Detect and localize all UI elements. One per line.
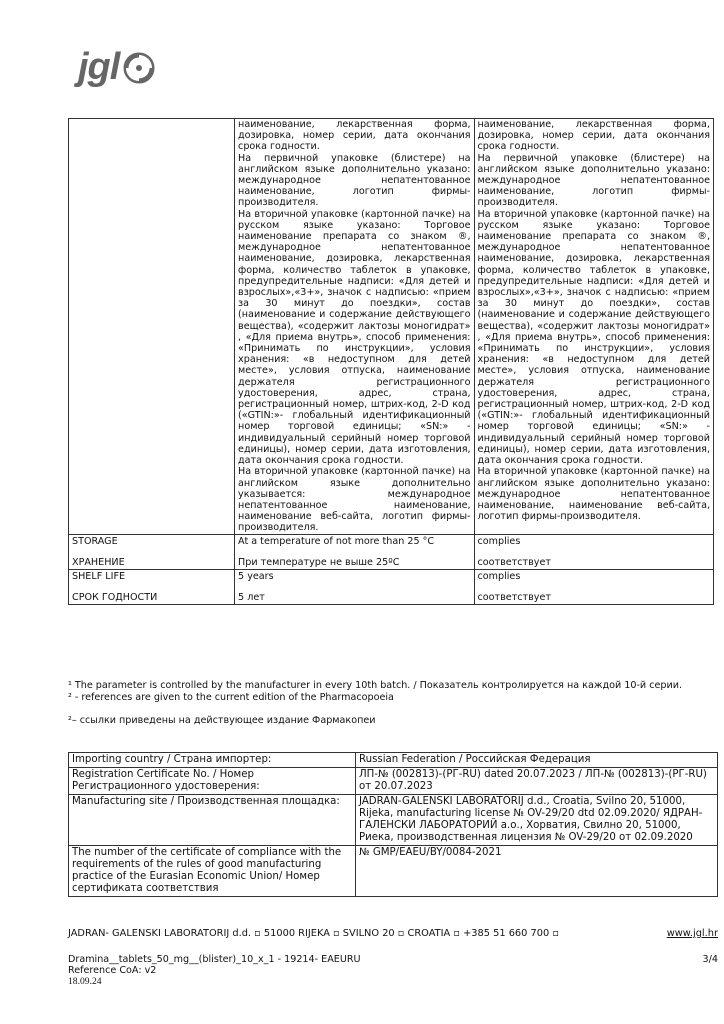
footnote-3: ²– ссылки приведены на действующее издание Фармакопеи [68,715,376,726]
company-address: JADRAN- GALENSKI LABORATORIJ d.d. ▫ 51000 RIJEKA ▫ SVILNO 20 ▫ CROATIA ▫ +385 51 660 700 ▫ [68,928,559,939]
document-name: Dramina__tablets_50_mg__(blister)_10_x_1 - 19214- EAEURU [68,954,361,965]
import-value: Russian Federation / Российская Федерация [356,753,718,768]
storage-spec-en: At a temperature of not more than 25 °C [238,535,435,547]
storage-spec-cell [235,534,474,569]
shelf-life-spec-ru: 5 лет [238,592,265,604]
footnote-2: ² - references are given to the current edition of the Pharmacopoeia [68,691,394,703]
reference-coa: Reference CoA: v2 [68,965,157,976]
import-value: ЛП-№ (002813)-(РГ-RU) dated 20.07.2023 / ЛП-№ (002813)-(РГ-RU) от 20.07.2023 [356,768,718,795]
shelf-life-label-ru: СРОК ГОДНОСТИ [72,592,158,604]
import-label: The number of the certificate of compliance with the requirements of the rules of good manufacturing practice of the Eurasian Economic Union/ Номер сертификата соответствия [69,846,356,897]
shelf-life-label-cell [69,569,235,604]
storage-label-cell [69,534,235,569]
import-info-table [68,752,718,897]
import-label: Importing country / Страна импортер: [69,753,356,768]
result-paragraph: На вторичной упаковке (картонной пачке) на русском языке указано: Торговое наименование препарата со знаком ®, международное непатентованное наименование, дозировка, лекарственная форма, количество таблеток в упаковке, предупредительные надписи: «Для детей и взрослых»,«3+», значок с надписью: «прием за 30 минут до поездки», состав (наименование и содержание действующего вещества), «содержит лактозы моногидрат» , «Для приема внутрь», способ применения: «Принимать по инструкции», условия хранения: «в недоступном для детей месте», условия отпуска, наименование держателя регистрационного удостоверения, адрес, страна, регистрационный номер, штрих-код, 2-D код («GTIN:»- глобальный идентификационный номер торговой единицы; «SN:» - индивидуальный серийный номер торговой единицы), номер серии, дата изготовления, дата окончания срока годности. [477,208,710,467]
result-paragraph: На вторичной упаковке (картонной пачке) на английском языке дополнительно указано: международное непатентованное наименование, наименование веб-сайта, логотип фирмы-производителя. [477,466,710,523]
specification-table [68,118,714,605]
result-paragraph: На первичной упаковке (блистере) на английском языке дополнительно указано: международное непатентованное наименование, логотип фирмы-производителя. [477,152,710,209]
table-row [69,846,718,897]
labelling-result-cell [474,119,713,535]
shelf-life-row [69,569,714,604]
table-row [69,753,718,768]
spec-paragraph: На вторичной упаковке (картонной пачке) на английском языке дополнительно указывается: международное непатентованное наименование, наименование веб-сайта, логотип фирмы-производителя. [238,466,471,534]
shelf-life-spec-cell [235,569,474,604]
shelf-life-label-en: SHELF LIFE [72,570,126,582]
shelf-life-result-en: complies [477,570,521,582]
import-label: Manufacturing site / Производственная площадка: [69,795,356,846]
storage-result-ru: соответствует [477,556,551,568]
document-date: 18.09.24 [68,976,102,987]
spec-paragraph: На первичной упаковке (блистере) на английском языке дополнительно указано: международное непатентованное наименование, логотип фирмы-производителя. [238,152,471,209]
page-number: 3/4 [702,954,718,965]
storage-result-cell [474,534,713,569]
footnotes [68,680,718,727]
spec-paragraph: наименование, лекарственная форма, дозировка, номер серии, дата окончания срока годности. [238,119,471,153]
storage-result-en: complies [477,535,521,547]
logo-text: jgl [78,46,120,88]
spec-paragraph: На вторичной упаковке (картонной пачке) на русском языке указано: Торговое наименование препарата со знаком ®, международное непатентованное наименование, дозировка, лекарственная форма, количество таблеток в упаковке, предупредительные надписи: «Для детей и взрослых»,«3+», значок с надписью: «прием за 30 минут до поездки», состав (наименование и содержание действующего вещества), «содержит лактозы моногидрат» , «Для приема внутрь», способ применения: «Принимать по инструкции», условия хранения: «в недоступном для детей месте», условия отпуска, наименование держателя регистрационного удостоверения, адрес, страна, регистрационный номер, штрих-код, 2-D код («GTIN:»- глобальный идентификационный номер торговой единицы; «SN:» - индивидуальный серийный номер торговой единицы), номер серии, дата изготовления, дата окончания срока годности. [238,208,471,467]
labelling-label-cell [69,119,235,535]
shelf-life-result-cell [474,569,713,604]
table-row [69,768,718,795]
footnote-1: ¹ The parameter is controlled by the manufacturer in every 10th batch. / Показатель контролируется на каждой 10-й серии. [68,680,682,691]
labelling-row [69,119,714,535]
logo-swirl-icon [123,52,155,84]
company-footer [68,928,718,939]
storage-spec-ru: При температуре не выше 25ºC [238,556,400,568]
company-logo [78,46,155,89]
storage-label-ru: ХРАНЕНИЕ [72,556,125,568]
result-paragraph: наименование, лекарственная форма, дозировка, номер серии, дата окончания срока годности. [477,119,710,153]
labelling-spec-cell [235,119,474,535]
company-website-link[interactable]: www.jgl.hr [666,928,718,939]
import-label: Registration Certificate No. / Номер Регистрационного удостоверения: [69,768,356,795]
import-value: № GMP/EAEU/BY/0084-2021 [356,846,718,897]
table-row [69,795,718,846]
storage-row [69,534,714,569]
import-value: JADRAN-GALENSKI LABORATORIJ d.d., Croatia, Svilno 20, 51000, Rijeka, manufacturing license № OV-29/20 dtd 02.09.2020/ ЯДРАН-ГАЛЕНСКИ ЛАБОРАТОРИЙ а.о., Хорватия, Свилно 20, 51000, Риека, производственная лицензия № OV-29/20 от 02.09.2020 [356,795,718,846]
storage-label-en: STORAGE [72,535,118,547]
document-info [68,954,718,987]
shelf-life-spec-en: 5 years [238,570,274,582]
shelf-life-result-ru: соответствует [477,592,551,604]
